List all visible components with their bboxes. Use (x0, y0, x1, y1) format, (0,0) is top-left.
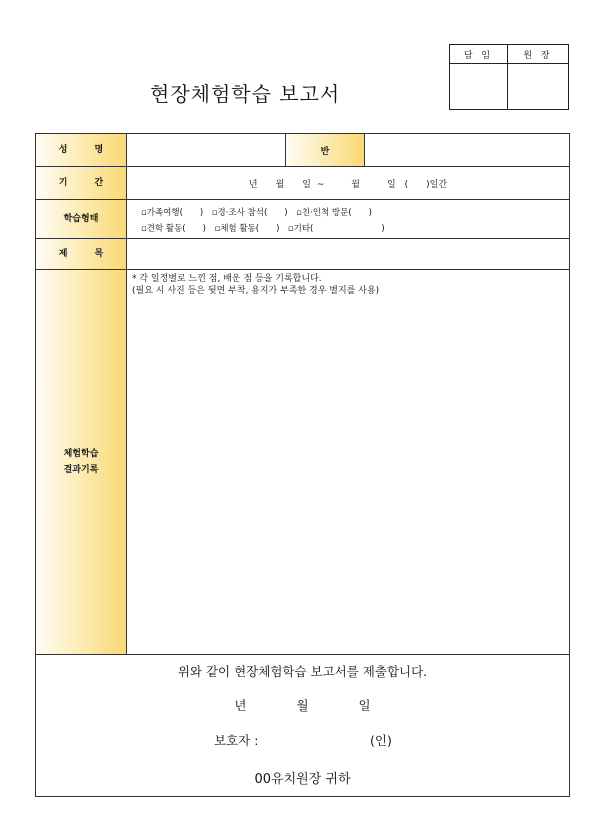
result-row (36, 270, 569, 655)
name-row (36, 134, 569, 167)
period-label: 기 간 (58, 178, 116, 188)
approval-sign-director[interactable] (508, 64, 568, 109)
approval-header-director: 원 장 (508, 45, 568, 64)
result-label-line1: 체험학습 (63, 449, 99, 459)
submit-text: 위와 같이 현장체험학습 보고서를 제출합니다. (177, 664, 428, 679)
subject-row (36, 239, 569, 270)
type-row (36, 200, 569, 239)
page-title: 현장체험학습 보고서 (150, 82, 341, 106)
result-label (36, 270, 127, 654)
subject-label: 제 목 (58, 249, 116, 259)
approval-box (449, 44, 569, 110)
result-note1: * 각 일정별로 느낀 점, 배운 점 등을 기록합니다. (132, 274, 322, 284)
type-options-line2[interactable]: ▫견학 활동( ) ▫체험 활동( ) ▫기타( ) (141, 224, 385, 234)
result-label-line2: 결과기록 (63, 465, 99, 475)
guardian-label: 보호자 : (214, 733, 259, 748)
subject-field[interactable] (127, 239, 569, 269)
name-field[interactable] (127, 134, 286, 166)
seal-text[interactable]: (인) (370, 733, 392, 748)
period-field[interactable]: 년 월 일 ~ 월 일 ( )일간 (248, 179, 448, 190)
result-field[interactable] (132, 273, 565, 654)
type-options-line1[interactable]: ▫가족여행( ) ▫경·조사 참석( ) ▫친·인척 방문( ) (141, 208, 372, 218)
report-form (35, 133, 570, 797)
name-label: 성 명 (58, 145, 116, 155)
approval-header-teacher: 담 임 (450, 45, 508, 64)
date-text[interactable]: 년 월 일 (234, 698, 371, 713)
type-label: 학습형태 (36, 200, 127, 238)
approval-sign-teacher[interactable] (450, 64, 508, 109)
class-field[interactable] (365, 134, 569, 166)
result-note2: (필요 시 사진 등은 뒷면 부착, 용지가 부족한 경우 별지를 사용) (132, 286, 380, 296)
class-label: 반 (286, 134, 365, 166)
addressee: 00유치원장 귀하 (254, 772, 351, 787)
period-row (36, 167, 569, 200)
